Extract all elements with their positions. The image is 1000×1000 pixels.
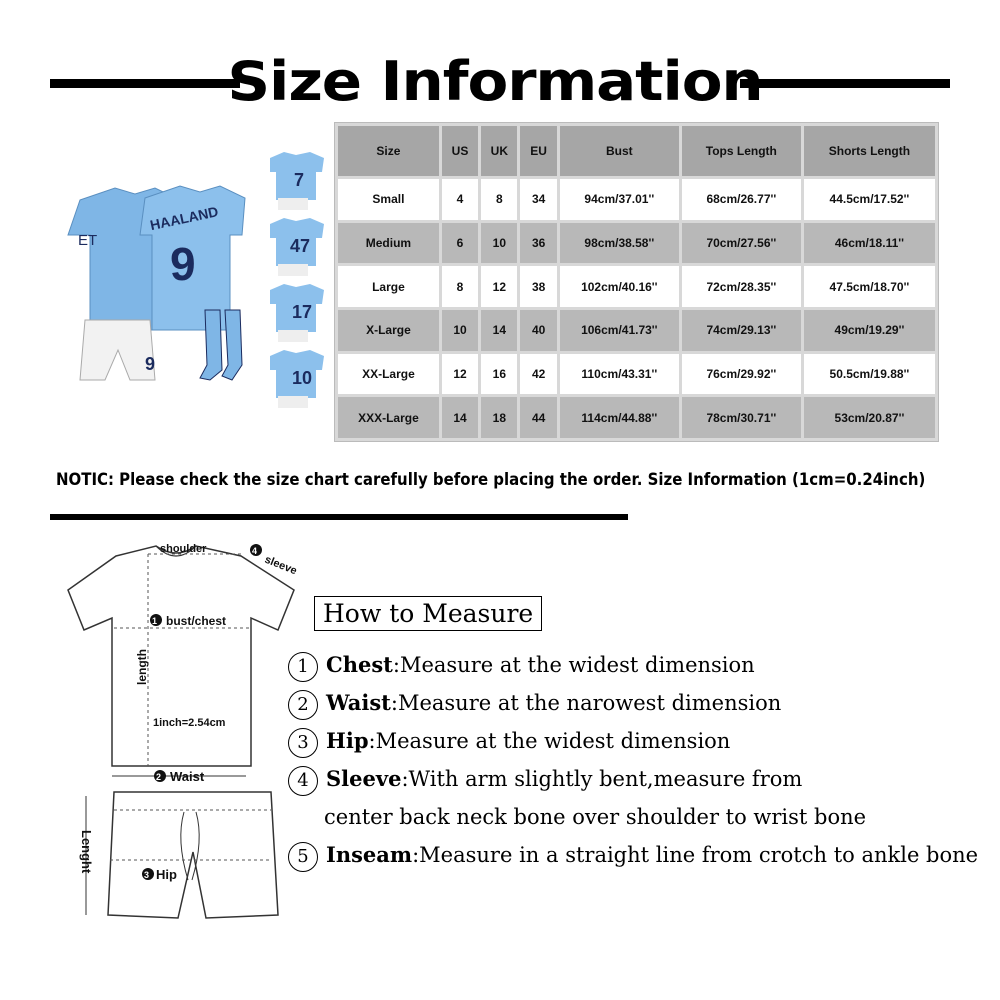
table-cell: 18	[481, 397, 517, 438]
waist-marker-number: 2	[156, 772, 162, 782]
thumb-kit-1	[270, 152, 324, 210]
table-cell: 40	[520, 310, 556, 351]
table-cell: 72cm/28.35''	[682, 266, 801, 307]
list-item	[288, 722, 978, 760]
step-desc: :Measure at the narowest dimension	[390, 691, 782, 715]
inch-label: 1inch=2.54cm	[153, 717, 226, 729]
step-desc: :Measure at the widest dimension	[368, 729, 731, 753]
title-rule-left	[50, 79, 240, 88]
step-number: 1	[288, 652, 318, 682]
step-number: 4	[288, 766, 318, 796]
size-notice: NOTIC: Please check the size chart carefully before placing the order. Size Information (1cm=0.24inch)	[56, 470, 926, 490]
table-cell: 12	[442, 354, 478, 395]
list-item	[288, 760, 978, 798]
header-cell: Tops Length	[682, 126, 801, 176]
size-chart-table	[334, 122, 939, 442]
length-label: length	[135, 649, 149, 685]
bust-label: bust/chest	[166, 614, 227, 628]
table-cell: XX-Large	[338, 354, 439, 395]
table-cell: 12	[481, 266, 517, 307]
table-cell: 44	[520, 397, 556, 438]
kit-illustration	[60, 180, 270, 390]
table-cell: 44.5cm/17.52''	[804, 179, 935, 220]
step-number: 3	[288, 728, 318, 758]
table-cell: 4	[442, 179, 478, 220]
header-cell: US	[442, 126, 478, 176]
waist-label: Waist	[170, 769, 205, 784]
sleeve-marker-number: 4	[252, 546, 258, 556]
table-cell: 42	[520, 354, 556, 395]
table-cell: 76cm/29.92''	[682, 354, 801, 395]
table-row	[338, 266, 935, 307]
table-row	[338, 354, 935, 395]
thumb-kit-2	[270, 218, 324, 276]
table-cell: 8	[481, 179, 517, 220]
table-cell: 110cm/43.31''	[560, 354, 679, 395]
table-cell: 78cm/30.71''	[682, 397, 801, 438]
list-item	[288, 646, 978, 684]
table-cell: 53cm/20.87''	[804, 397, 935, 438]
measure-instructions	[288, 646, 978, 874]
table-cell: 38	[520, 266, 556, 307]
table-row	[338, 223, 935, 264]
thumb-number-2: 47	[290, 236, 311, 256]
table-cell: 10	[442, 310, 478, 351]
table-row	[338, 310, 935, 351]
page-title: Size Information	[227, 50, 763, 113]
table-cell: 34	[520, 179, 556, 220]
table-cell: Medium	[338, 223, 439, 264]
table-row	[338, 179, 935, 220]
table-cell: Large	[338, 266, 439, 307]
table-cell: 102cm/40.16''	[560, 266, 679, 307]
list-item-continuation: center back neck bone over shoulder to wrist bone	[324, 805, 867, 829]
svg-text:ET: ET	[78, 232, 98, 249]
thumb-number-1: 7	[294, 170, 305, 190]
how-to-measure-title: How to Measure	[314, 596, 542, 631]
hip-marker-number: 3	[144, 870, 150, 880]
table-cell: X-Large	[338, 310, 439, 351]
table-cell: 68cm/26.77''	[682, 179, 801, 220]
measurement-diagram	[56, 530, 316, 940]
table-cell: 16	[481, 354, 517, 395]
step-desc: :With arm slightly bent,measure from	[401, 767, 803, 791]
notice-rule	[50, 514, 628, 520]
header-cell: Shorts Length	[804, 126, 935, 176]
table-cell: 106cm/41.73''	[560, 310, 679, 351]
shoulder-label: shoulder	[160, 543, 207, 555]
thumb-kit-4	[270, 350, 324, 408]
hip-label: Hip	[156, 867, 177, 882]
table-cell: 50.5cm/19.88''	[804, 354, 935, 395]
step-term: Chest	[326, 652, 393, 677]
list-item	[288, 684, 978, 722]
table-cell: 114cm/44.88''	[560, 397, 679, 438]
table-cell: 98cm/38.58''	[560, 223, 679, 264]
table-header-row	[338, 126, 935, 176]
thumb-number-3: 17	[292, 302, 313, 322]
header-cell: UK	[481, 126, 517, 176]
table-row	[338, 397, 935, 438]
table-cell: 14	[481, 310, 517, 351]
table-cell: 6	[442, 223, 478, 264]
thumb-number-4: 10	[292, 368, 313, 388]
step-term: Waist	[326, 690, 391, 715]
table-cell: 36	[520, 223, 556, 264]
table-cell: 14	[442, 397, 478, 438]
lenght-label: Lenght	[79, 830, 94, 874]
table-cell: 94cm/37.01''	[560, 179, 679, 220]
thumb-kit-3	[270, 284, 324, 342]
step-term: Hip	[326, 728, 369, 753]
bust-marker-number: 1	[152, 616, 158, 626]
table-cell: 10	[481, 223, 517, 264]
kit-number-label: 9	[170, 238, 196, 290]
shorts-number-label: 9	[145, 354, 156, 374]
step-number: 5	[288, 842, 318, 872]
header-cell: EU	[520, 126, 556, 176]
table-cell: 70cm/27.56''	[682, 223, 801, 264]
header-cell: Size	[338, 126, 439, 176]
table-cell: Small	[338, 179, 439, 220]
header-cell: Bust	[560, 126, 679, 176]
table-cell: 74cm/29.13''	[682, 310, 801, 351]
table-cell: 8	[442, 266, 478, 307]
kit-thumbnails	[266, 150, 328, 425]
kit-name-label: HAALAND	[148, 203, 220, 234]
step-desc: :Measure in a straight line from crotch to ankle bone	[412, 843, 979, 867]
table-cell: XXX-Large	[338, 397, 439, 438]
table-cell: 46cm/18.11''	[804, 223, 935, 264]
step-number: 2	[288, 690, 318, 720]
table-cell: 49cm/19.29''	[804, 310, 935, 351]
sleeve-label: sleeve	[262, 553, 299, 578]
step-term: Sleeve	[326, 766, 402, 791]
step-term: Inseam	[326, 842, 413, 867]
step-desc: :Measure at the widest dimension	[392, 653, 755, 677]
list-item	[288, 836, 978, 874]
table-cell: 47.5cm/18.70''	[804, 266, 935, 307]
